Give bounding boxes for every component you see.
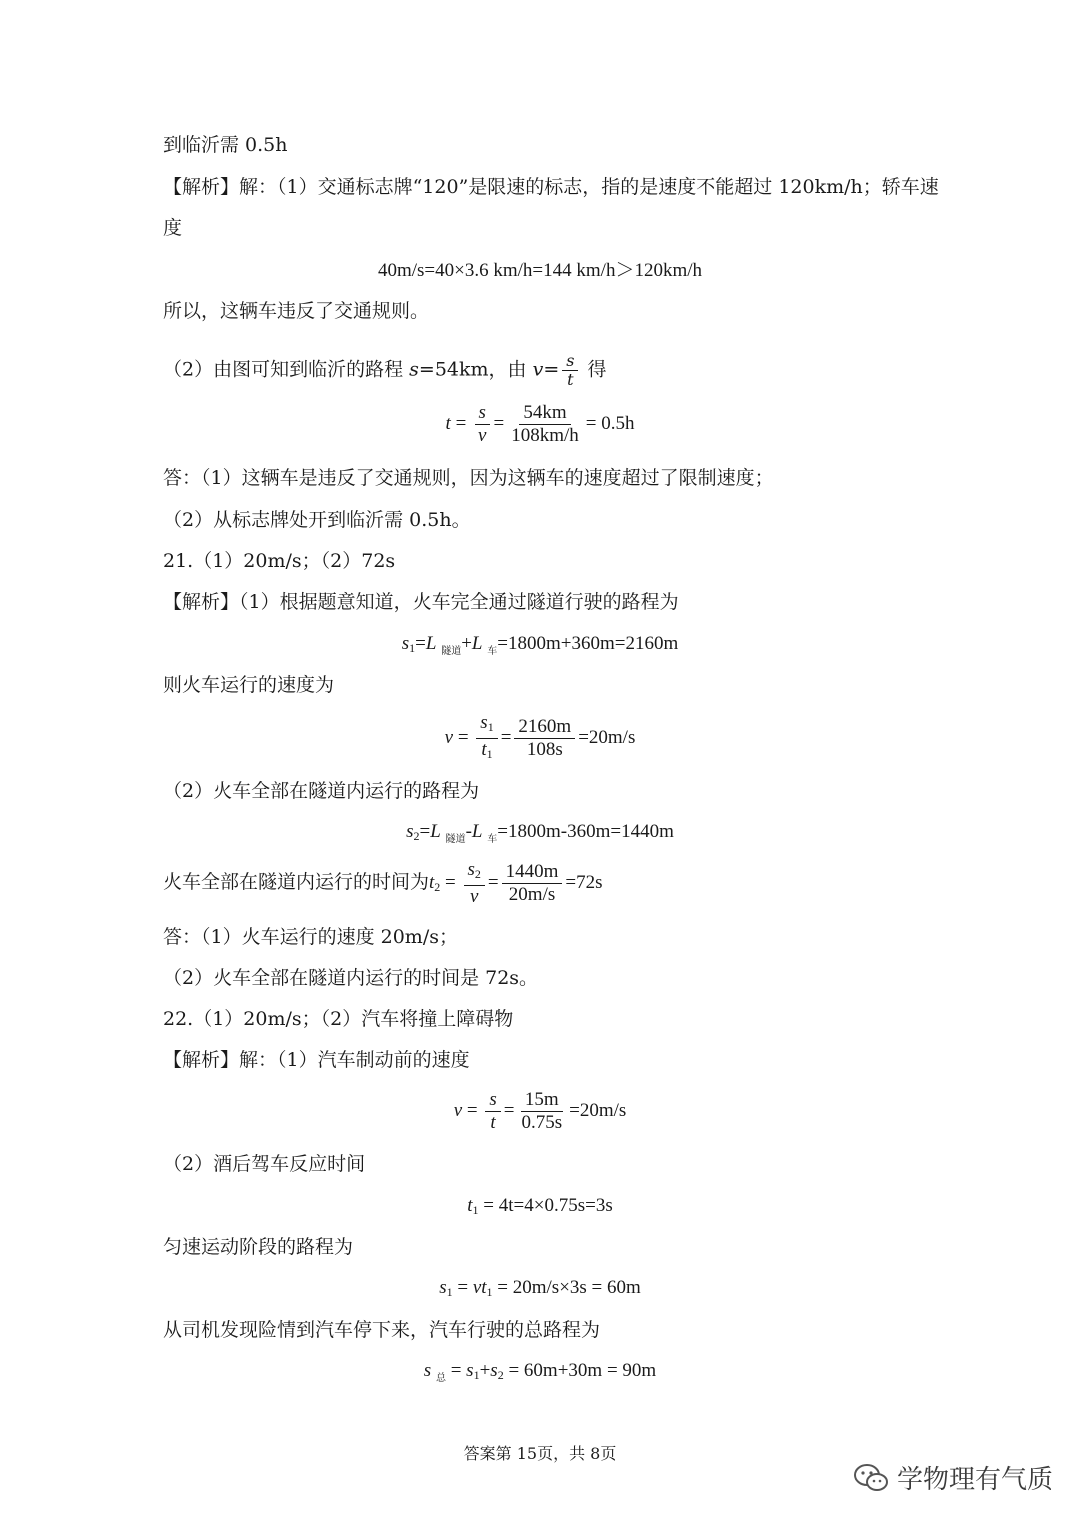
watermark-text: 学物理有气质	[897, 1465, 1054, 1495]
fraction: $\frac{s_1}{t_1}$	[476, 712, 497, 765]
text-line: 从司机发现险情到汽车停下来，汽车行驶的总路程为	[163, 1319, 601, 1341]
text-line: 匀速运动阶段的路程为	[163, 1236, 354, 1258]
text-line: 【解析】解：（1）汽车制动前的速度	[163, 1049, 470, 1071]
text-line: 答：（1）这辆车是违反了交通规则，因为这辆车的速度超过了限制速度；	[163, 467, 774, 489]
fraction: $\frac{1440m}{20m/s}$	[502, 861, 563, 906]
fraction: $\frac{15m}{0.75s}$	[521, 1089, 563, 1133]
text-line: 21.（1）20m/s；（2）72s	[163, 550, 396, 572]
text-line: 度	[163, 217, 183, 239]
fraction: $\frac{s}{v}$	[474, 402, 490, 447]
page-footer: 答案第 15页，共 8页	[463, 1444, 617, 1463]
fraction: $\frac{s}{t}$	[485, 1089, 500, 1134]
text-line: （2）酒后驾车反应时间	[163, 1153, 366, 1175]
text-line: （2）从标志牌处开到临沂需 0.5h。	[163, 509, 471, 531]
text-line: 答：（1）火车运行的速度 20m/s；	[163, 926, 458, 948]
text-line: （2）火车全部在隧道内运行的时间是 72s。	[163, 967, 539, 989]
formula-s2: $s_2=L$ $_{隧道}$-L $_车$=1800m-360m=1440m	[406, 821, 674, 845]
text-line: （2）由图可知到临沂的路程 s=54km，由 v= $\frac{s}{t}$ 得	[163, 351, 607, 389]
fraction: $\frac{54km}{108km/h}$	[511, 402, 579, 446]
fraction: $\frac{2160m}{108s}$	[514, 716, 575, 761]
text-segment: 火车全部在隧道内运行的时间为	[163, 870, 430, 893]
formula-s-total: s $_总 = s_1+s_2 = 60m+30m = 90m$	[423, 1360, 657, 1384]
text-line: 所以，这辆车违反了交通规则。	[163, 300, 430, 322]
formula-s1-car: $s_1 = vt_1 = 20m/s\times 3s = 60m$	[439, 1277, 641, 1299]
formula-v-car: v = $\frac{s}{t}$ = $\frac{15m}{0.75s}$ =20m/s	[453, 1089, 627, 1133]
formula-speed-conversion: 40m/s=40×3.6 km/h=144 km/h＞120km/h	[377, 260, 703, 281]
text-line: 到临沂需 0.5h	[163, 134, 288, 156]
text-line: 【解析】解：（1）交通标志牌“120”是限速的标志，指的是速度不能超过 120km/h；轿车速	[163, 176, 939, 198]
formula-result: = 0.5h	[585, 412, 635, 434]
wechat-icon	[853, 1463, 889, 1493]
text-segment: =54km，由	[418, 358, 533, 381]
text-line: 22.（1）20m/s；（2）汽车将撞上障碍物	[163, 1008, 514, 1030]
fraction: $\frac{s_2}{v}$	[464, 859, 485, 908]
formula-s1: $s_1=L$ $_{隧道}$+L $_车$=1800m+360m=2160m	[401, 633, 679, 657]
text-line: 【解析】（1）根据题意知道，火车完全通过隧道行驶的路程为	[163, 591, 679, 613]
fraction-s-over-t: $\frac{s}{t}$	[562, 352, 578, 389]
text-segment: （2）由图可知到临沂的路程	[163, 358, 410, 381]
text-line: 则火车运行的速度为	[163, 674, 335, 696]
watermark	[853, 1459, 1053, 1496]
text-segment: 得	[581, 358, 607, 381]
formula-t1: $t_1 = 4t=4\times 0.75s=3s$	[467, 1195, 613, 1217]
text-line: 火车全部在隧道内运行的时间为$t_2$ = $\frac{s_2}{v}$ = $\frac{1440m}{20m/s}$ =72s	[163, 859, 603, 907]
formula-time: t = $\frac{s}{v}$ = $\frac{54km}{108km/h}$ = 0.5h	[445, 402, 635, 446]
formula-v: v = $\frac{s_1}{t_1}$ = $\frac{2160m}{108s}$ =20m/s	[0, 712, 1080, 765]
text-line: （2）火车全部在隧道内运行的路程为	[163, 780, 480, 802]
